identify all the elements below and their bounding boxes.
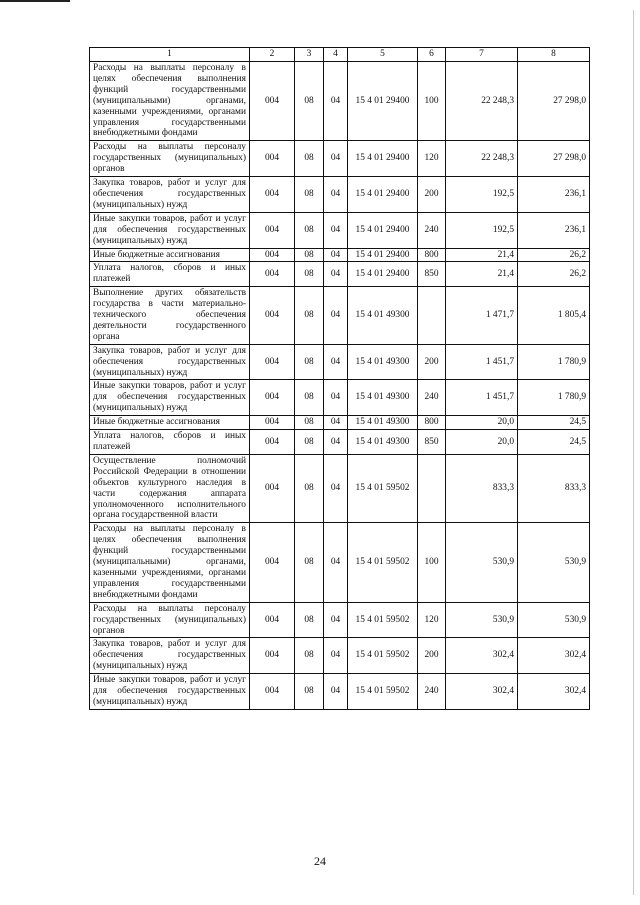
section-cell: 08 xyxy=(295,212,324,248)
subsection-cell: 04 xyxy=(324,62,348,141)
subsection-cell: 04 xyxy=(324,177,348,213)
page-number: 24 xyxy=(314,854,326,868)
section-cell: 08 xyxy=(295,248,324,262)
table-row xyxy=(90,344,590,380)
subsection-cell: 04 xyxy=(324,287,348,345)
column-header: 2 xyxy=(250,48,295,62)
admin-code-cell: 004 xyxy=(250,212,295,248)
amount-year-2-cell: 1 780,9 xyxy=(518,380,590,416)
table-row xyxy=(90,380,590,416)
expense-type-cell: 240 xyxy=(418,380,446,416)
section-cell: 08 xyxy=(295,638,324,674)
table-row xyxy=(90,430,590,455)
row-name-cell: Иные закупки товаров, работ и услуг для обеспечения государственных (муниципальных) нужд xyxy=(90,212,250,248)
expense-type-cell: 850 xyxy=(418,262,446,287)
expense-type-cell: 240 xyxy=(418,674,446,710)
column-header: 4 xyxy=(324,48,348,62)
section-cell: 08 xyxy=(295,602,324,638)
scan-edge-mark xyxy=(0,0,70,2)
expense-type-cell: 120 xyxy=(418,602,446,638)
expense-type-cell xyxy=(418,454,446,522)
amount-year-2-cell: 530,9 xyxy=(518,602,590,638)
admin-code-cell: 004 xyxy=(250,674,295,710)
table-row xyxy=(90,638,590,674)
section-cell: 08 xyxy=(295,674,324,710)
amount-year-1-cell: 302,4 xyxy=(446,638,518,674)
target-article-cell: 15 4 01 59502 xyxy=(348,454,418,522)
amount-year-1-cell: 302,4 xyxy=(446,674,518,710)
target-article-cell: 15 4 01 49300 xyxy=(348,430,418,455)
row-name-cell: Уплата налогов, сборов и иных платежей xyxy=(90,430,250,455)
row-name-cell: Расходы на выплаты персоналу государственных (муниципальных) органов xyxy=(90,141,250,177)
admin-code-cell: 004 xyxy=(250,62,295,141)
subsection-cell: 04 xyxy=(324,416,348,430)
table-row xyxy=(90,674,590,710)
amount-year-1-cell: 1 451,7 xyxy=(446,380,518,416)
amount-year-1-cell: 833,3 xyxy=(446,454,518,522)
column-header: 5 xyxy=(348,48,418,62)
row-name-cell: Осуществление полномочий Российской Федерации в отношении объектов культурного наследия в части содержания аппарата уполномоченного исполнительного органа государственной власти xyxy=(90,454,250,522)
table-row xyxy=(90,262,590,287)
target-article-cell: 15 4 01 49300 xyxy=(348,287,418,345)
section-cell: 08 xyxy=(295,380,324,416)
subsection-cell: 04 xyxy=(324,638,348,674)
amount-year-1-cell: 22 248,3 xyxy=(446,141,518,177)
expense-type-cell: 240 xyxy=(418,212,446,248)
amount-year-1-cell: 1 451,7 xyxy=(446,344,518,380)
subsection-cell: 04 xyxy=(324,454,348,522)
admin-code-cell: 004 xyxy=(250,248,295,262)
section-cell: 08 xyxy=(295,430,324,455)
expense-type-cell: 200 xyxy=(418,638,446,674)
amount-year-2-cell: 302,4 xyxy=(518,638,590,674)
admin-code-cell: 004 xyxy=(250,638,295,674)
subsection-cell: 04 xyxy=(324,262,348,287)
row-name-cell: Иные закупки товаров, работ и услуг для обеспечения государственных (муниципальных) нужд xyxy=(90,674,250,710)
row-name-cell: Расходы на выплаты персоналу в целях обеспечения выполнения функций государственными (муниципальными) органами, казенными учреждениями, органами управления государственными внебюджетными фондами xyxy=(90,62,250,141)
amount-year-2-cell: 27 298,0 xyxy=(518,141,590,177)
target-article-cell: 15 4 01 29400 xyxy=(348,248,418,262)
table-body xyxy=(90,62,590,710)
subsection-cell: 04 xyxy=(324,430,348,455)
expense-type-cell: 200 xyxy=(418,344,446,380)
amount-year-2-cell: 833,3 xyxy=(518,454,590,522)
row-name-cell: Расходы на выплаты персоналу в целях обеспечения выполнения функций государственными (муниципальными) органами, казенными учреждениями, органами управления государственными внебюджетными фондами xyxy=(90,523,250,602)
table-row xyxy=(90,62,590,141)
target-article-cell: 15 4 01 29400 xyxy=(348,141,418,177)
table-row xyxy=(90,287,590,345)
admin-code-cell: 004 xyxy=(250,416,295,430)
admin-code-cell: 004 xyxy=(250,380,295,416)
subsection-cell: 04 xyxy=(324,248,348,262)
amount-year-1-cell: 192,5 xyxy=(446,212,518,248)
target-article-cell: 15 4 01 59502 xyxy=(348,674,418,710)
amount-year-2-cell: 26,2 xyxy=(518,248,590,262)
expense-type-cell: 850 xyxy=(418,430,446,455)
amount-year-1-cell: 20,0 xyxy=(446,430,518,455)
scan-right-edge xyxy=(633,10,634,895)
table-row xyxy=(90,141,590,177)
expense-type-cell: 120 xyxy=(418,141,446,177)
amount-year-2-cell: 236,1 xyxy=(518,177,590,213)
target-article-cell: 15 4 01 29400 xyxy=(348,177,418,213)
section-cell: 08 xyxy=(295,62,324,141)
target-article-cell: 15 4 01 59502 xyxy=(348,638,418,674)
target-article-cell: 15 4 01 29400 xyxy=(348,62,418,141)
admin-code-cell: 004 xyxy=(250,177,295,213)
amount-year-2-cell: 1 805,4 xyxy=(518,287,590,345)
amount-year-2-cell: 1 780,9 xyxy=(518,344,590,380)
target-article-cell: 15 4 01 29400 xyxy=(348,212,418,248)
amount-year-2-cell: 236,1 xyxy=(518,212,590,248)
admin-code-cell: 004 xyxy=(250,602,295,638)
column-header: 3 xyxy=(295,48,324,62)
table-row xyxy=(90,523,590,602)
expense-type-cell: 200 xyxy=(418,177,446,213)
row-name-cell: Иные бюджетные ассигнования xyxy=(90,416,250,430)
column-header: 8 xyxy=(518,48,590,62)
target-article-cell: 15 4 01 49300 xyxy=(348,416,418,430)
table-row xyxy=(90,212,590,248)
row-name-cell: Закупка товаров, работ и услуг для обеспечения государственных (муниципальных) нужд xyxy=(90,344,250,380)
row-name-cell: Выполнение других обязательств государства в части материально-технического обеспечения деятельности государственного органа xyxy=(90,287,250,345)
subsection-cell: 04 xyxy=(324,674,348,710)
section-cell: 08 xyxy=(295,454,324,522)
subsection-cell: 04 xyxy=(324,212,348,248)
amount-year-1-cell: 192,5 xyxy=(446,177,518,213)
row-name-cell: Закупка товаров, работ и услуг для обеспечения государственных (муниципальных) нужд xyxy=(90,638,250,674)
budget-table xyxy=(89,47,590,710)
header-row xyxy=(90,48,590,62)
amount-year-1-cell: 530,9 xyxy=(446,523,518,602)
target-article-cell: 15 4 01 29400 xyxy=(348,262,418,287)
expense-type-cell: 100 xyxy=(418,62,446,141)
column-header: 7 xyxy=(446,48,518,62)
table-row xyxy=(90,177,590,213)
table-row xyxy=(90,416,590,430)
table-row xyxy=(90,602,590,638)
amount-year-2-cell: 302,4 xyxy=(518,674,590,710)
target-article-cell: 15 4 01 49300 xyxy=(348,380,418,416)
expense-type-cell: 800 xyxy=(418,416,446,430)
target-article-cell: 15 4 01 49300 xyxy=(348,344,418,380)
row-name-cell: Расходы на выплаты персоналу государственных (муниципальных) органов xyxy=(90,602,250,638)
amount-year-1-cell: 21,4 xyxy=(446,262,518,287)
amount-year-2-cell: 24,5 xyxy=(518,416,590,430)
section-cell: 08 xyxy=(295,416,324,430)
amount-year-1-cell: 22 248,3 xyxy=(446,62,518,141)
amount-year-1-cell: 20,0 xyxy=(446,416,518,430)
amount-year-2-cell: 27 298,0 xyxy=(518,62,590,141)
section-cell: 08 xyxy=(295,141,324,177)
subsection-cell: 04 xyxy=(324,380,348,416)
row-name-cell: Уплата налогов, сборов и иных платежей xyxy=(90,262,250,287)
amount-year-1-cell: 21,4 xyxy=(446,248,518,262)
table-row xyxy=(90,454,590,522)
target-article-cell: 15 4 01 59502 xyxy=(348,523,418,602)
column-header: 1 xyxy=(90,48,250,62)
amount-year-2-cell: 26,2 xyxy=(518,262,590,287)
target-article-cell: 15 4 01 59502 xyxy=(348,602,418,638)
section-cell: 08 xyxy=(295,177,324,213)
subsection-cell: 04 xyxy=(324,523,348,602)
admin-code-cell: 004 xyxy=(250,287,295,345)
admin-code-cell: 004 xyxy=(250,523,295,602)
section-cell: 08 xyxy=(295,262,324,287)
section-cell: 08 xyxy=(295,344,324,380)
expense-type-cell: 800 xyxy=(418,248,446,262)
section-cell: 08 xyxy=(295,287,324,345)
section-cell: 08 xyxy=(295,523,324,602)
subsection-cell: 04 xyxy=(324,141,348,177)
row-name-cell: Иные бюджетные ассигнования xyxy=(90,248,250,262)
amount-year-1-cell: 1 471,7 xyxy=(446,287,518,345)
amount-year-1-cell: 530,9 xyxy=(446,602,518,638)
admin-code-cell: 004 xyxy=(250,262,295,287)
admin-code-cell: 004 xyxy=(250,344,295,380)
row-name-cell: Иные закупки товаров, работ и услуг для обеспечения государственных (муниципальных) нужд xyxy=(90,380,250,416)
subsection-cell: 04 xyxy=(324,602,348,638)
subsection-cell: 04 xyxy=(324,344,348,380)
admin-code-cell: 004 xyxy=(250,430,295,455)
admin-code-cell: 004 xyxy=(250,141,295,177)
admin-code-cell: 004 xyxy=(250,454,295,522)
row-name-cell: Закупка товаров, работ и услуг для обеспечения государственных (муниципальных) нужд xyxy=(90,177,250,213)
expense-type-cell: 100 xyxy=(418,523,446,602)
column-header: 6 xyxy=(418,48,446,62)
table-row xyxy=(90,248,590,262)
amount-year-2-cell: 24,5 xyxy=(518,430,590,455)
amount-year-2-cell: 530,9 xyxy=(518,523,590,602)
expense-type-cell xyxy=(418,287,446,345)
